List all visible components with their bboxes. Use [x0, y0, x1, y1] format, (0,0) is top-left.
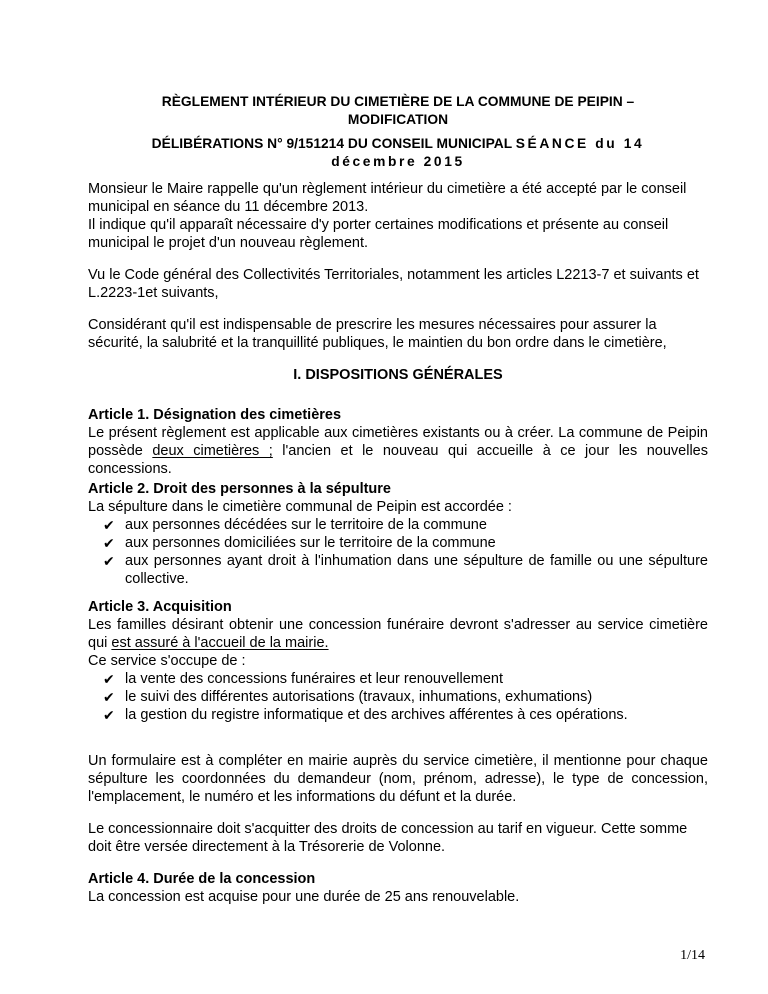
intro-legal-reference: Vu le Code général des Collectivités Territoriales, notamment les articles L2213-7 et suivants et L.2223-1et suivants, — [88, 267, 699, 301]
article-1-body: Le présent règlement est applicable aux cimetières existants ou à créer. La commune de Peipin possède deux cimetières ; l'ancien et le nouveau qui accueille à ce jour les nouvelles concessions. — [88, 425, 708, 477]
article-3-form-paragraph: Un formulaire est à compléter en mairie auprès du service cimetière, il mentionne pour chaque sépulture les coordonnées du demandeur (nom, prénom, adresse), le type de concession, l'emplacement, le numéro et les informations du défunt et la durée. — [88, 753, 708, 805]
check-icon: ✔ — [103, 689, 115, 705]
article-4-body: La concession est acquise pour une durée de 25 ans renouvelable. — [88, 889, 520, 905]
article-2-list — [88, 516, 708, 588]
check-icon: ✔ — [103, 517, 115, 533]
title-line-1: RÈGLEMENT INTÉRIEUR DU CIMETIÈRE DE LA COMMUNE DE PEIPIN – — [161, 94, 635, 109]
deliberation-line-1 — [88, 135, 708, 153]
article-3-payment-paragraph: Le concessionnaire doit s'acquitter des droits de concession au tarif en vigueur. Cette somme doit être versée directement à la Trésorerie de Volonne. — [88, 821, 688, 855]
list-item: ✔ le suivi des différentes autorisations (travaux, inhumations, exhumations) — [103, 689, 593, 705]
section-title: I. DISPOSITIONS GÉNÉRALES — [293, 367, 503, 383]
list-item: ✔ la vente des concessions funéraires et leur renouvellement — [103, 671, 504, 687]
check-icon: ✔ — [103, 707, 115, 723]
article-3-underlined: est assuré à l'accueil de la mairie. — [111, 635, 329, 651]
deliberation-date: décembre 2015 — [331, 154, 465, 169]
list-item: ✔ aux personnes décédées sur le territoire de la commune — [103, 517, 487, 533]
article-3 — [88, 598, 708, 724]
list-item: ✔ la gestion du registre informatique et des archives afférentes à ces opérations. — [103, 707, 628, 723]
deliberation-heading — [88, 135, 708, 171]
deliberation-session: SÉANCE du 14 — [515, 136, 645, 151]
article-2-heading: Article 2. Droit des personnes à la sépulture — [88, 481, 391, 497]
title-line-2: MODIFICATION — [347, 112, 449, 127]
article-1-underlined: deux cimetières ; — [152, 443, 273, 459]
article-2-intro: La sépulture dans le cimetière communal de Peipin est accordée : — [88, 499, 512, 515]
intro-proposal: Il indique qu'il apparaît nécessaire d'y porter certaines modifications et présente au conseil municipal le projet d'un nouveau règlement. — [88, 217, 669, 251]
list-item: ✔ aux personnes ayant droit à l'inhumation dans une sépulture de famille ou une sépulture collective. — [103, 553, 708, 587]
check-icon: ✔ — [103, 553, 115, 569]
article-3-list — [88, 670, 708, 724]
list-item: ✔ aux personnes domiciliées sur le territoire de la commune — [103, 535, 496, 551]
check-icon: ✔ — [103, 671, 115, 687]
intro-recall: Monsieur le Maire rappelle qu'un règlement intérieur du cimetière a été accepté par le conseil municipal en séance du 11 décembre 2013. — [88, 181, 687, 215]
intro-paragraph-1 — [88, 180, 708, 252]
article-2 — [88, 480, 708, 588]
page-number: 1/14 — [680, 948, 705, 963]
article-1 — [88, 406, 708, 478]
article-3-heading: Article 3. Acquisition — [88, 599, 232, 615]
document-title — [88, 93, 708, 129]
article-4 — [88, 870, 708, 906]
check-icon: ✔ — [103, 535, 115, 551]
article-3-body: Les familles désirant obtenir une concession funéraire devront s'adresser au service cimetière qui est assuré à l'accueil de la mairie. — [88, 617, 708, 651]
article-3-intro: Ce service s'occupe de : — [88, 653, 246, 669]
article-4-heading: Article 4. Durée de la concession — [88, 871, 316, 887]
article-1-heading: Article 1. Désignation des cimetières — [88, 407, 342, 423]
intro-considering: Considérant qu'il est indispensable de prescrire les mesures nécessaires pour assurer la sécurité, la salubrité et la tranquillité publiques, le maintien du bon ordre dans le cimetière, — [88, 317, 667, 351]
deliberation-number: DÉLIBÉRATIONS N° 9/151214 DU CONSEIL MUNICIPAL — [151, 136, 512, 151]
